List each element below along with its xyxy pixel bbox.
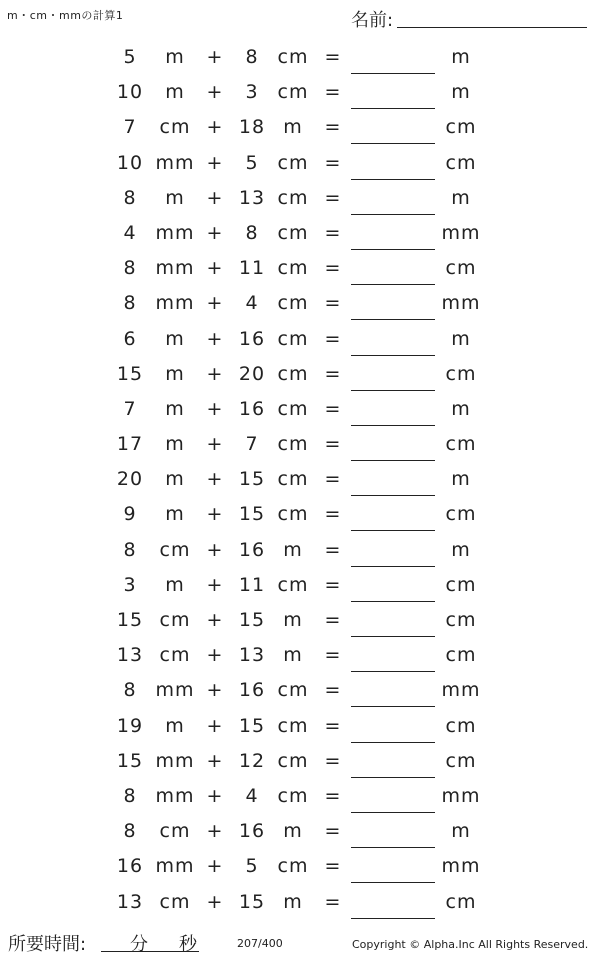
first-unit: mm xyxy=(155,221,195,244)
second-unit: cm xyxy=(277,327,309,350)
equals-sign: = xyxy=(324,362,342,385)
answer-blank[interactable] xyxy=(351,425,435,426)
equals-sign: = xyxy=(324,679,342,702)
problem-row xyxy=(0,709,600,744)
answer-blank[interactable] xyxy=(351,179,435,180)
second-number: 8 xyxy=(245,221,259,244)
answer-blank[interactable] xyxy=(351,73,435,74)
problem-row xyxy=(0,497,600,532)
second-unit: cm xyxy=(277,362,309,385)
first-unit: m xyxy=(165,81,185,104)
problem-row xyxy=(0,638,600,673)
first-number: 8 xyxy=(123,784,137,807)
plus-sign: + xyxy=(206,81,224,104)
result-unit: mm xyxy=(441,784,481,807)
problem-row xyxy=(0,673,600,708)
problem-row xyxy=(0,40,600,75)
first-unit: m xyxy=(165,468,185,491)
equals-sign: = xyxy=(324,468,342,491)
second-unit: cm xyxy=(277,433,309,456)
second-number: 5 xyxy=(245,151,259,174)
plus-sign: + xyxy=(206,151,224,174)
result-unit: cm xyxy=(445,151,477,174)
answer-blank[interactable] xyxy=(351,355,435,356)
equals-sign: = xyxy=(324,820,342,843)
first-unit: mm xyxy=(155,257,195,280)
first-unit: cm xyxy=(159,890,191,913)
result-unit: cm xyxy=(445,573,477,596)
problem-row xyxy=(0,322,600,357)
first-unit: m xyxy=(165,503,185,526)
plus-sign: + xyxy=(206,397,224,420)
first-number: 10 xyxy=(116,81,144,104)
first-number: 8 xyxy=(123,186,137,209)
answer-blank[interactable] xyxy=(351,495,435,496)
first-number: 20 xyxy=(116,468,144,491)
problem-row xyxy=(0,533,600,568)
second-number: 4 xyxy=(245,292,259,315)
answer-blank[interactable] xyxy=(351,319,435,320)
second-unit: cm xyxy=(277,855,309,878)
second-number: 11 xyxy=(238,257,266,280)
problem-row xyxy=(0,286,600,321)
second-unit: cm xyxy=(277,46,309,68)
problem-row xyxy=(0,251,600,286)
plus-sign: + xyxy=(206,609,224,631)
plus-sign: + xyxy=(206,292,224,315)
equals-sign: = xyxy=(324,397,342,420)
answer-blank[interactable] xyxy=(351,847,435,848)
second-number: 16 xyxy=(238,327,266,350)
plus-sign: + xyxy=(206,679,224,702)
answer-blank[interactable] xyxy=(351,143,435,144)
problem-row xyxy=(0,427,600,462)
second-number: 4 xyxy=(245,784,259,807)
second-unit: m xyxy=(283,820,303,843)
first-number: 16 xyxy=(116,855,144,878)
first-number: 8 xyxy=(123,292,137,315)
result-unit: cm xyxy=(445,362,477,385)
plus-sign: + xyxy=(206,749,224,772)
equals-sign: = xyxy=(324,221,342,244)
equals-sign: = xyxy=(324,538,342,561)
second-unit: cm xyxy=(277,151,309,174)
plus-sign: + xyxy=(206,327,224,350)
problem-row xyxy=(0,216,600,251)
first-number: 6 xyxy=(123,327,137,350)
plus-sign: + xyxy=(206,186,224,209)
first-unit: m xyxy=(165,362,185,385)
second-unit: cm xyxy=(277,81,309,104)
second-number: 16 xyxy=(238,397,266,420)
equals-sign: = xyxy=(324,714,342,737)
plus-sign: + xyxy=(206,503,224,526)
minutes-label: 分 xyxy=(130,934,148,955)
result-unit: m xyxy=(451,468,471,491)
problem-row xyxy=(0,814,600,849)
first-number: 19 xyxy=(116,714,144,737)
first-number: 8 xyxy=(123,679,137,702)
equals-sign: = xyxy=(324,292,342,315)
first-unit: cm xyxy=(159,644,191,667)
answer-blank[interactable] xyxy=(351,249,435,250)
equals-sign: = xyxy=(324,855,342,878)
worksheet-title: m・cm・mmの計算1 xyxy=(7,9,124,22)
second-number: 11 xyxy=(238,573,266,596)
first-unit: cm xyxy=(159,820,191,843)
problem-row xyxy=(0,357,600,392)
first-number: 8 xyxy=(123,538,137,561)
second-number: 16 xyxy=(238,820,266,843)
first-unit: cm xyxy=(159,116,191,139)
plus-sign: + xyxy=(206,644,224,667)
plus-sign: + xyxy=(206,714,224,737)
second-unit: cm xyxy=(277,292,309,315)
second-number: 5 xyxy=(245,855,259,878)
first-number: 3 xyxy=(123,573,137,596)
result-unit: cm xyxy=(445,257,477,280)
plus-sign: + xyxy=(206,784,224,807)
equals-sign: = xyxy=(324,749,342,772)
equals-sign: = xyxy=(324,46,342,68)
second-number: 13 xyxy=(238,186,266,209)
equals-sign: = xyxy=(324,890,342,913)
second-unit: m xyxy=(283,116,303,139)
first-unit: cm xyxy=(159,609,191,631)
equals-sign: = xyxy=(324,257,342,280)
plus-sign: + xyxy=(206,46,224,68)
first-number: 9 xyxy=(123,503,137,526)
result-unit: m xyxy=(451,81,471,104)
result-unit: cm xyxy=(445,116,477,139)
problem-row xyxy=(0,462,600,497)
equals-sign: = xyxy=(324,433,342,456)
first-unit: m xyxy=(165,433,185,456)
second-unit: cm xyxy=(277,714,309,737)
second-unit: m xyxy=(283,890,303,913)
plus-sign: + xyxy=(206,433,224,456)
second-unit: cm xyxy=(277,784,309,807)
first-unit: m xyxy=(165,397,185,420)
first-number: 10 xyxy=(116,151,144,174)
problem-list xyxy=(0,40,600,920)
result-unit: cm xyxy=(445,433,477,456)
answer-blank[interactable] xyxy=(351,742,435,743)
result-unit: m xyxy=(451,538,471,561)
problem-row xyxy=(0,75,600,110)
first-unit: mm xyxy=(155,784,195,807)
equals-sign: = xyxy=(324,186,342,209)
second-unit: cm xyxy=(277,221,309,244)
first-number: 15 xyxy=(116,609,144,631)
answer-blank[interactable] xyxy=(351,601,435,602)
plus-sign: + xyxy=(206,890,224,913)
second-unit: m xyxy=(283,644,303,667)
answer-blank[interactable] xyxy=(351,706,435,707)
problem-row xyxy=(0,392,600,427)
equals-sign: = xyxy=(324,503,342,526)
first-number: 8 xyxy=(123,820,137,843)
second-number: 15 xyxy=(238,503,266,526)
plus-sign: + xyxy=(206,116,224,139)
result-unit: mm xyxy=(441,292,481,315)
answer-blank[interactable] xyxy=(351,108,435,109)
answer-blank[interactable] xyxy=(351,460,435,461)
answer-blank[interactable] xyxy=(351,390,435,391)
problem-row xyxy=(0,110,600,145)
plus-sign: + xyxy=(206,221,224,244)
result-unit: mm xyxy=(441,679,481,702)
plus-sign: + xyxy=(206,362,224,385)
second-unit: cm xyxy=(277,468,309,491)
second-number: 16 xyxy=(238,679,266,702)
plus-sign: + xyxy=(206,257,224,280)
plus-sign: + xyxy=(206,468,224,491)
name-label: 名前: xyxy=(351,10,394,31)
second-number: 16 xyxy=(238,538,266,561)
first-unit: m xyxy=(165,186,185,209)
answer-blank[interactable] xyxy=(351,214,435,215)
result-unit: cm xyxy=(445,749,477,772)
first-unit: mm xyxy=(155,151,195,174)
second-number: 15 xyxy=(238,468,266,491)
second-unit: cm xyxy=(277,257,309,280)
time-label: 所要時間: xyxy=(8,934,87,955)
second-number: 3 xyxy=(245,81,259,104)
second-unit: cm xyxy=(277,749,309,772)
plus-sign: + xyxy=(206,538,224,561)
first-unit: cm xyxy=(159,538,191,561)
problem-row xyxy=(0,849,600,884)
second-unit: cm xyxy=(277,679,309,702)
first-number: 15 xyxy=(116,749,144,772)
name-field-line[interactable] xyxy=(397,27,587,28)
result-unit: mm xyxy=(441,855,481,878)
second-number: 18 xyxy=(238,116,266,139)
first-unit: m xyxy=(165,714,185,737)
first-number: 5 xyxy=(123,46,137,68)
second-number: 12 xyxy=(238,749,266,772)
first-unit: mm xyxy=(155,679,195,702)
result-unit: m xyxy=(451,186,471,209)
problem-row xyxy=(0,146,600,181)
first-unit: m xyxy=(165,46,185,68)
result-unit: m xyxy=(451,327,471,350)
equals-sign: = xyxy=(324,81,342,104)
first-number: 15 xyxy=(116,362,144,385)
copyright-text: Copyright © Alpha.Inc All Rights Reserved. xyxy=(352,938,589,951)
answer-blank[interactable] xyxy=(351,530,435,531)
answer-blank[interactable] xyxy=(351,812,435,813)
result-unit: m xyxy=(451,397,471,420)
second-number: 7 xyxy=(245,433,259,456)
first-number: 8 xyxy=(123,257,137,280)
first-number: 13 xyxy=(116,890,144,913)
result-unit: m xyxy=(451,46,471,68)
equals-sign: = xyxy=(324,327,342,350)
result-unit: cm xyxy=(445,644,477,667)
second-unit: cm xyxy=(277,186,309,209)
first-number: 4 xyxy=(123,221,137,244)
first-unit: mm xyxy=(155,855,195,878)
result-unit: cm xyxy=(445,609,477,631)
equals-sign: = xyxy=(324,573,342,596)
problem-row xyxy=(0,568,600,603)
answer-blank[interactable] xyxy=(351,284,435,285)
result-unit: m xyxy=(451,820,471,843)
answer-blank[interactable] xyxy=(351,566,435,567)
page-number: 207/400 xyxy=(237,937,283,950)
problem-row xyxy=(0,779,600,814)
answer-blank[interactable] xyxy=(351,882,435,883)
problem-row xyxy=(0,603,600,638)
second-number: 20 xyxy=(238,362,266,385)
result-unit: mm xyxy=(441,221,481,244)
second-unit: cm xyxy=(277,397,309,420)
result-unit: cm xyxy=(445,890,477,913)
first-number: 7 xyxy=(123,397,137,420)
equals-sign: = xyxy=(324,609,342,631)
second-unit: cm xyxy=(277,503,309,526)
first-unit: m xyxy=(165,327,185,350)
second-unit: cm xyxy=(277,573,309,596)
second-number: 13 xyxy=(238,644,266,667)
equals-sign: = xyxy=(324,644,342,667)
first-number: 17 xyxy=(116,433,144,456)
plus-sign: + xyxy=(206,573,224,596)
first-unit: mm xyxy=(155,292,195,315)
second-number: 8 xyxy=(245,46,259,68)
second-unit: m xyxy=(283,609,303,631)
first-unit: m xyxy=(165,573,185,596)
result-unit: cm xyxy=(445,503,477,526)
answer-blank[interactable] xyxy=(351,671,435,672)
result-unit: cm xyxy=(445,714,477,737)
second-unit: m xyxy=(283,538,303,561)
first-unit: mm xyxy=(155,749,195,772)
second-number: 15 xyxy=(238,714,266,737)
first-number: 7 xyxy=(123,116,137,139)
problem-row xyxy=(0,885,600,920)
plus-sign: + xyxy=(206,855,224,878)
plus-sign: + xyxy=(206,820,224,843)
answer-blank[interactable] xyxy=(351,918,435,919)
equals-sign: = xyxy=(324,784,342,807)
seconds-label: 秒 xyxy=(179,934,197,955)
equals-sign: = xyxy=(324,116,342,139)
answer-blank[interactable] xyxy=(351,636,435,637)
second-number: 15 xyxy=(238,609,266,631)
second-number: 15 xyxy=(238,890,266,913)
problem-row xyxy=(0,744,600,779)
first-number: 13 xyxy=(116,644,144,667)
answer-blank[interactable] xyxy=(351,777,435,778)
problem-row xyxy=(0,181,600,216)
equals-sign: = xyxy=(324,151,342,174)
